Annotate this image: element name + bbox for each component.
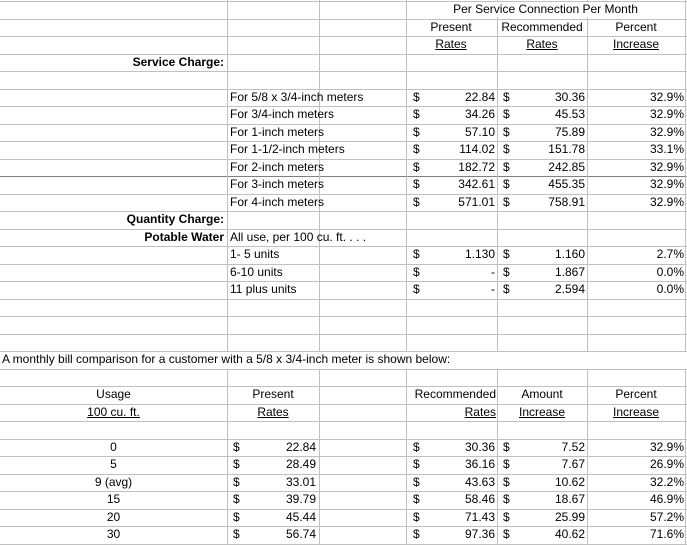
gridline-v xyxy=(685,369,686,545)
percent-increase: 0.0% xyxy=(656,265,684,279)
header-present-2: Rates xyxy=(435,37,467,51)
currency-symbol: $ xyxy=(503,107,510,121)
present-rate: 571.01 xyxy=(458,195,495,209)
currency-symbol: $ xyxy=(503,142,510,156)
amount-increase: 18.67 xyxy=(554,492,585,506)
present-rate: - xyxy=(491,282,495,296)
header-percent-2: Increase xyxy=(612,37,660,51)
recommended-rate: 758.91 xyxy=(548,195,585,209)
recommended-bill: 71.43 xyxy=(464,510,495,524)
currency-symbol: $ xyxy=(503,90,510,104)
potable-water-desc: All use, per 100 cu. ft. . . . xyxy=(230,230,367,244)
currency-symbol: $ xyxy=(503,527,510,541)
currency-symbol: $ xyxy=(503,195,510,209)
rate-row-desc: For 2-inch meters xyxy=(230,160,325,174)
currency-symbol: $ xyxy=(503,440,510,454)
recommended-rate: 151.78 xyxy=(548,142,585,156)
usage-value: 15 xyxy=(106,492,121,506)
currency-symbol: $ xyxy=(503,177,510,191)
recommended-rate: 242.85 xyxy=(548,160,585,174)
percent-increase: 32.9% xyxy=(649,440,684,454)
recommended-rate: 1.867 xyxy=(554,265,585,279)
gridline-v xyxy=(319,369,320,545)
present-bill: 22.84 xyxy=(285,440,316,454)
gridline-v xyxy=(685,0,686,351)
comp-header-present-2: Rates xyxy=(257,405,289,419)
amount-increase: 40.62 xyxy=(554,527,585,541)
currency-symbol: $ xyxy=(413,510,420,524)
header-recommended-1: Recommended xyxy=(501,20,583,34)
present-bill: 28.49 xyxy=(285,457,316,471)
quantity-row-desc: 6-10 units xyxy=(230,265,283,279)
currency-symbol: $ xyxy=(413,527,420,541)
recommended-bill: 97.36 xyxy=(464,527,495,541)
present-rate: 114.02 xyxy=(459,142,495,156)
currency-symbol: $ xyxy=(413,457,420,471)
recommended-rate: 30.36 xyxy=(554,90,585,104)
comparison-intro: A monthly bill comparison for a customer with a 5/8 x 3/4-inch meter is shown below: xyxy=(2,352,451,366)
recommended-bill: 30.36 xyxy=(464,440,495,454)
comp-header-present-1: Present xyxy=(252,387,294,401)
currency-symbol: $ xyxy=(413,440,420,454)
amount-increase: 7.67 xyxy=(561,457,585,471)
currency-symbol: $ xyxy=(413,475,420,489)
gridline-v xyxy=(227,0,228,351)
recommended-rate: 2.594 xyxy=(554,282,585,296)
rate-row-desc: For 1-1/2-inch meters xyxy=(230,142,345,156)
gridline-h xyxy=(0,421,687,422)
rate-row-desc: For 4-inch meters xyxy=(230,195,325,209)
percent-increase: 32.9% xyxy=(649,177,684,191)
percent-increase: 32.9% xyxy=(649,125,684,139)
currency-symbol: $ xyxy=(233,475,240,489)
currency-symbol: $ xyxy=(503,125,510,139)
comp-header-amount-1: Amount xyxy=(521,387,563,401)
group-title: Per Service Connection Per Month xyxy=(453,2,638,16)
currency-symbol: $ xyxy=(413,177,420,191)
currency-symbol: $ xyxy=(503,457,510,471)
comp-header-recommended-1: Recommended xyxy=(414,387,496,401)
currency-symbol: $ xyxy=(413,125,420,139)
header-percent-1: Percent xyxy=(615,20,657,34)
recommended-rate: 1.160 xyxy=(554,247,585,261)
currency-symbol: $ xyxy=(413,195,420,209)
present-rate: 22.84 xyxy=(464,90,495,104)
comp-header-amount-2: Increase xyxy=(518,405,566,419)
percent-increase: 0.0% xyxy=(656,282,684,296)
currency-symbol: $ xyxy=(233,440,240,454)
recommended-rate: 75.89 xyxy=(554,125,585,139)
percent-increase: 2.7% xyxy=(656,247,684,261)
recommended-rate: 45.53 xyxy=(554,107,585,121)
amount-increase: 7.52 xyxy=(561,440,585,454)
currency-symbol: $ xyxy=(503,265,510,279)
currency-symbol: $ xyxy=(503,247,510,261)
currency-symbol: $ xyxy=(503,492,510,506)
present-rate: 342.61 xyxy=(458,177,495,191)
percent-increase: 32.9% xyxy=(649,160,684,174)
currency-symbol: $ xyxy=(413,247,420,261)
gridline-h xyxy=(0,299,687,300)
comp-header-usage-2: 100 cu. ft. xyxy=(87,405,140,419)
currency-symbol: $ xyxy=(413,492,420,506)
gridline-h xyxy=(0,334,687,335)
percent-increase: 32.9% xyxy=(649,90,684,104)
rate-row-desc: For 5/8 x 3/4-inch meters xyxy=(230,90,364,104)
present-rate: 57.10 xyxy=(464,125,495,139)
usage-value: 0 xyxy=(110,440,117,454)
header-recommended-2: Rates xyxy=(526,37,558,51)
usage-value: 30 xyxy=(106,527,121,541)
percent-increase: 32.2% xyxy=(649,475,684,489)
comp-header-percent-2: Increase xyxy=(612,405,660,419)
comp-header-percent-1: Percent xyxy=(615,387,657,401)
percent-increase: 57.2% xyxy=(649,510,684,524)
gridline-h xyxy=(0,71,687,72)
present-rate: 182.72 xyxy=(458,160,495,174)
usage-value: 5 xyxy=(110,457,117,471)
present-rate: 34.26 xyxy=(464,107,495,121)
comp-header-usage-1: Usage xyxy=(96,387,131,401)
currency-symbol: $ xyxy=(233,492,240,506)
currency-symbol: $ xyxy=(413,282,420,296)
percent-increase: 46.9% xyxy=(649,492,684,506)
present-bill: 56.74 xyxy=(285,527,316,541)
percent-increase: 32.9% xyxy=(649,107,684,121)
amount-increase: 25.99 xyxy=(554,510,585,524)
currency-symbol: $ xyxy=(503,475,510,489)
quantity-row-desc: 1- 5 units xyxy=(230,247,280,261)
recommended-rate: 455.35 xyxy=(548,177,585,191)
present-rate: - xyxy=(491,265,495,279)
rate-row-desc: For 1-inch meters xyxy=(230,125,325,139)
currency-symbol: $ xyxy=(503,160,510,174)
percent-increase: 32.9% xyxy=(649,195,684,209)
present-bill: 39.79 xyxy=(285,492,316,506)
recommended-bill: 36.16 xyxy=(464,457,495,471)
usage-value: 20 xyxy=(106,510,121,524)
present-bill: 45.44 xyxy=(285,510,316,524)
rate-row-desc: For 3/4-inch meters xyxy=(230,107,335,121)
currency-symbol: $ xyxy=(233,510,240,524)
amount-increase: 10.62 xyxy=(554,475,585,489)
recommended-bill: 43.63 xyxy=(464,475,495,489)
currency-symbol: $ xyxy=(413,90,420,104)
currency-symbol: $ xyxy=(233,457,240,471)
currency-symbol: $ xyxy=(413,160,420,174)
quantity-charge-label: Quantity Charge: xyxy=(126,212,224,226)
header-present-1: Present xyxy=(430,20,472,34)
potable-water-label: Potable Water xyxy=(144,230,224,244)
currency-symbol: $ xyxy=(503,282,510,296)
currency-symbol: $ xyxy=(413,142,420,156)
recommended-bill: 58.46 xyxy=(464,492,495,506)
currency-symbol: $ xyxy=(503,510,510,524)
gridline-h xyxy=(0,369,687,370)
gridline-h xyxy=(0,316,687,317)
rate-row-desc: For 3-inch meters xyxy=(230,177,325,191)
percent-increase: 33.1% xyxy=(649,142,684,156)
present-rate: 1.130 xyxy=(464,247,495,261)
usage-value: 9 (avg) xyxy=(94,475,133,489)
currency-symbol: $ xyxy=(413,107,420,121)
percent-increase: 71.6% xyxy=(649,527,684,541)
comp-header-recommended-2: Rates xyxy=(464,405,496,419)
currency-symbol: $ xyxy=(233,527,240,541)
percent-increase: 26.9% xyxy=(649,457,684,471)
present-bill: 33.01 xyxy=(285,475,316,489)
currency-symbol: $ xyxy=(413,265,420,279)
quantity-row-desc: 11 plus units xyxy=(230,282,297,296)
service-charge-label: Service Charge: xyxy=(132,55,224,69)
